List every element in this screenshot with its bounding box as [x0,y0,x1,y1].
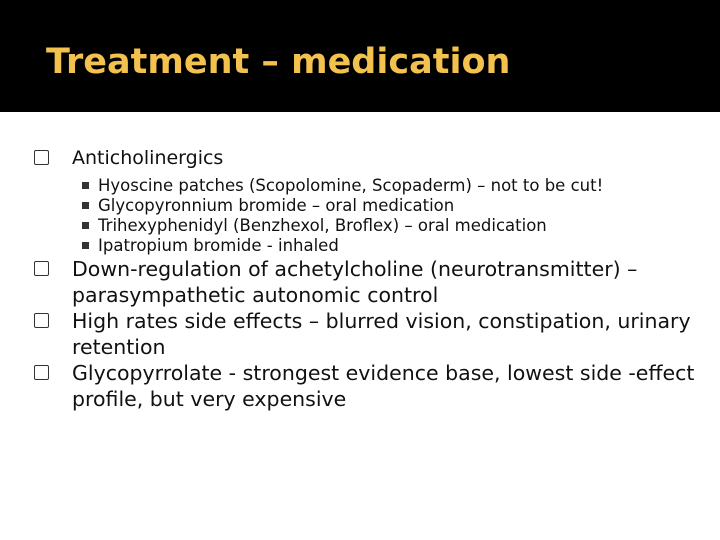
square-bullet-icon [82,202,89,209]
sub-bullet-item [82,236,682,256]
bullet-text: High rates side effects – blurred vision, constipation, urinary retention [72,309,691,359]
slide-title: Treatment – medication [46,42,511,82]
square-bullet-icon [82,222,89,229]
bullet-glycopyrrolate [30,360,710,412]
bullet-anticholinergics [30,144,710,172]
bullet-text: Glycopyrrolate - strongest evidence base, lowest side -effect profile, but very expensive [72,361,695,411]
sub-bullet-text: Ipatropium bromide - inhaled [98,236,339,255]
sub-bullet-text: Trihexyphenidyl (Benzhexol, Broflex) – oral medication [98,216,547,235]
sub-bullet-item [82,216,682,236]
sub-bullet-text: Hyoscine patches (Scopolomine, Scopaderm) – not to be cut! [98,176,604,195]
checkbox-square-icon [34,365,49,380]
sub-bullet-item [82,196,682,216]
slide-content [30,144,710,412]
sub-bullet-item [82,176,682,196]
square-bullet-icon [82,242,89,249]
checkbox-square-icon [34,313,49,328]
bullet-text: Down-regulation of achetylcholine (neurotransmitter) – parasympathetic autonomic control [72,257,638,307]
checkbox-square-icon [34,261,49,276]
sub-bullet-list [82,176,682,256]
checkbox-square-icon [34,150,49,165]
bullet-text: Anticholinergics [72,147,224,169]
sub-bullet-text: Glycopyronnium bromide – oral medication [98,196,455,215]
title-bar [0,0,720,112]
bullet-down-regulation [30,256,710,308]
square-bullet-icon [82,182,89,189]
bullet-side-effects [30,308,710,360]
